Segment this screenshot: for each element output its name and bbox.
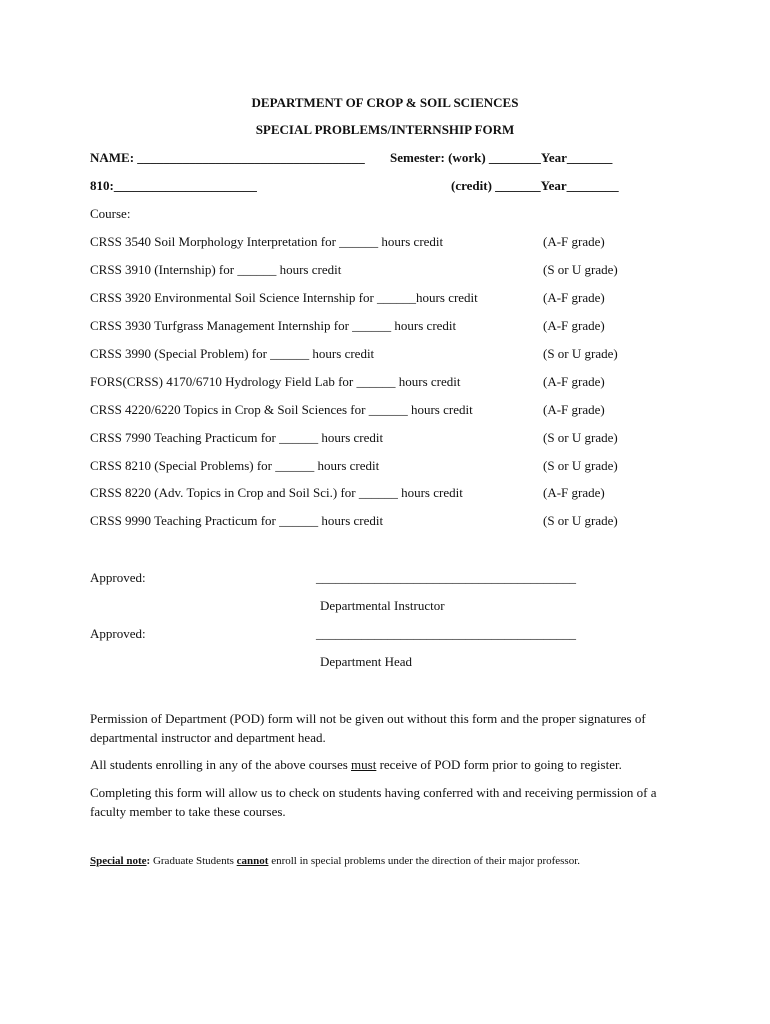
- course-grade: (A-F grade): [543, 234, 605, 249]
- course-grade: (S or U grade): [543, 458, 618, 473]
- enroll-text-before: All students enrolling in any of the above courses: [90, 757, 352, 772]
- department-heading: DEPARTMENT OF CROP & SOIL SCIENCES: [251, 95, 519, 110]
- course-text: CRSS 3910 (Internship) for ______ hours credit: [90, 262, 342, 277]
- course-row: [90, 430, 690, 450]
- instructor-signature-line[interactable]: ________________________________________: [316, 570, 576, 585]
- course-text: CRSS 8220 (Adv. Topics in Crop and Soil Sci.) for ______ hours credit: [90, 485, 463, 500]
- course-label: Course:: [90, 206, 131, 221]
- course-grade: (S or U grade): [543, 262, 618, 277]
- course-text: CRSS 8210 (Special Problems) for ______ hours credit: [90, 458, 380, 473]
- course-grade: (A-F grade): [543, 318, 605, 333]
- course-text: CRSS 9990 Teaching Practicum for ______ hours credit: [90, 513, 384, 528]
- completing-paragraph: Completing this form will allow us to check on students having conferred with and receiving permission of a faculty member to take these courses.: [90, 785, 657, 819]
- semester-work-field[interactable]: Semester: (work) ________Year_______: [390, 150, 613, 165]
- course-row: [90, 485, 690, 505]
- enroll-text-after: receive of POD form prior to going to register.: [376, 757, 622, 772]
- special-note-label: Special note: [90, 855, 147, 867]
- course-text: FORS(CRSS) 4170/6710 Hydrology Field Lab for ______ hours credit: [90, 374, 461, 389]
- course-text: CRSS 3930 Turfgrass Management Internship for ______ hours credit: [90, 318, 457, 333]
- special-note: [90, 855, 710, 867]
- course-text: CRSS 3540 Soil Morphology Interpretation for ______ hours credit: [90, 234, 444, 249]
- id-810-field[interactable]: 810:______________________: [90, 178, 257, 193]
- course-row: [90, 374, 690, 394]
- course-grade: (S or U grade): [543, 430, 618, 445]
- course-text: CRSS 3920 Environmental Soil Science Internship for ______hours credit: [90, 290, 478, 305]
- course-row: [90, 458, 690, 478]
- course-row: [90, 346, 690, 366]
- course-grade: (A-F grade): [543, 485, 605, 500]
- course-row: [90, 402, 690, 422]
- course-text: CRSS 4220/6220 Topics in Crop & Soil Sciences for ______ hours credit: [90, 402, 473, 417]
- approved-label: Approved:: [90, 626, 146, 641]
- form-title: SPECIAL PROBLEMS/INTERNSHIP FORM: [255, 122, 515, 137]
- course-row: [90, 513, 690, 533]
- course-row: [90, 262, 690, 282]
- instructor-role-label: Departmental Instructor: [320, 598, 445, 613]
- name-field[interactable]: NAME: ___________________________________: [90, 150, 365, 165]
- course-row: [90, 290, 690, 310]
- pod-paragraph: Permission of Department (POD) form will not be given out without this form and the proper signatures of departmental instructor and department head.: [90, 711, 646, 745]
- special-note-after: enroll in special problems under the direction of their major professor.: [268, 855, 581, 867]
- course-grade: (S or U grade): [543, 513, 618, 528]
- head-role-label: Department Head: [320, 654, 413, 669]
- course-grade: (A-F grade): [543, 402, 605, 417]
- approved-label: Approved:: [90, 570, 146, 585]
- special-note-colon: :: [146, 855, 151, 867]
- enroll-paragraph: [90, 755, 680, 774]
- course-grade: (A-F grade): [543, 290, 605, 305]
- course-row: [90, 318, 690, 338]
- must-emphasis: must: [351, 757, 377, 772]
- semester-credit-field[interactable]: (credit) _______Year________: [451, 178, 619, 193]
- head-signature-line[interactable]: ________________________________________: [316, 626, 576, 641]
- special-note-before: Graduate Students: [150, 855, 237, 867]
- course-grade: (A-F grade): [543, 374, 605, 389]
- course-text: CRSS 7990 Teaching Practicum for ______ hours credit: [90, 430, 384, 445]
- course-grade: (S or U grade): [543, 346, 618, 361]
- course-row: [90, 234, 690, 254]
- course-text: CRSS 3990 (Special Problem) for ______ hours credit: [90, 346, 375, 361]
- cannot-emphasis: cannot: [236, 855, 269, 867]
